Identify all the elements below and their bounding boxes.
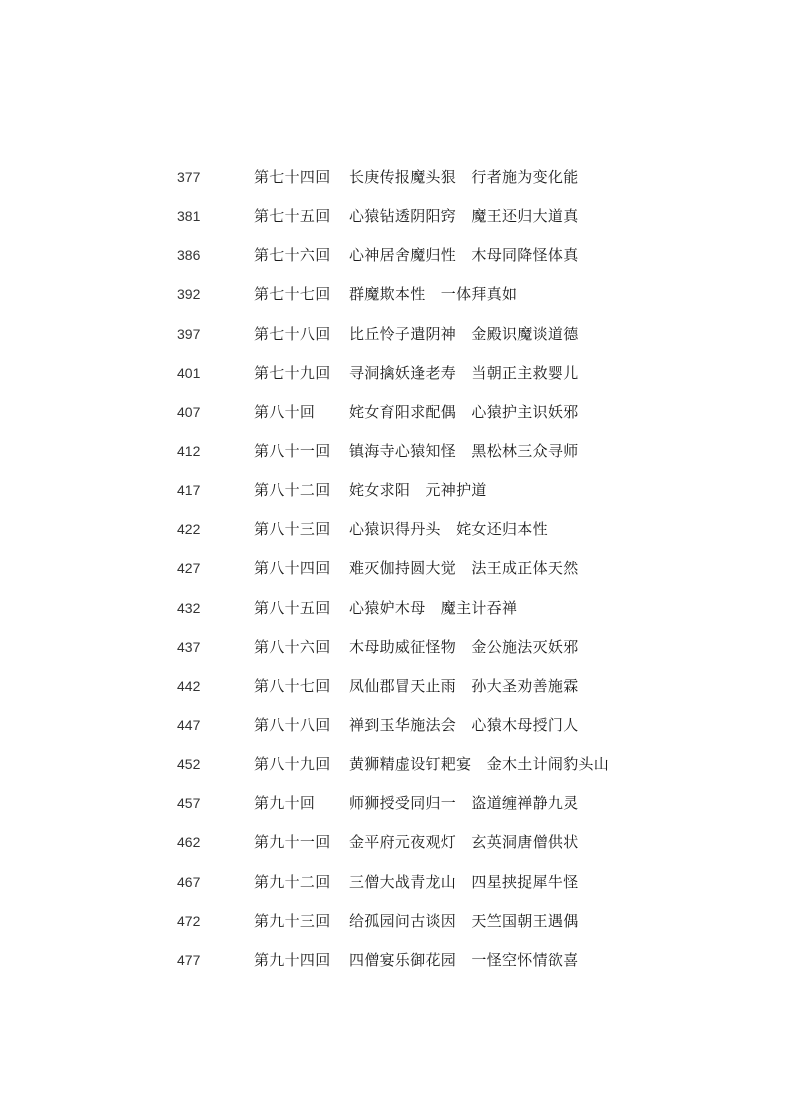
page-number: 412 [177,442,201,459]
toc-entry [0,706,790,745]
toc-entry [0,354,790,393]
toc-entry [0,589,790,628]
chapter-number: 第九十四回 [254,950,331,969]
chapter-number: 第八十四回 [254,559,331,578]
page-number: 397 [177,325,201,342]
toc-entry [0,549,790,588]
page-number: 427 [177,560,201,577]
toc-entry [0,902,790,941]
page-number: 381 [177,208,201,225]
page-number: 467 [177,873,201,890]
chapter-number: 第八十二回 [254,481,331,500]
chapter-number: 第七十八回 [254,324,331,343]
page-number: 422 [177,521,201,538]
toc-entry [0,863,790,902]
chapter-number: 第七十四回 [254,168,331,186]
chapter-title: 给孤园问古谈因 天竺国朝王遇偶 [349,911,579,930]
toc-entry [0,510,790,549]
page-number: 401 [177,364,201,381]
chapter-title: 心神居舍魔归性 木母同降怪体真 [349,246,579,265]
chapter-title: 禅到玉华施法会 心猿木母授门人 [349,715,579,734]
toc-entry [0,158,790,197]
chapter-title: 难灭伽持圆大觉 法王成正体天然 [349,559,579,578]
chapter-number: 第八十七回 [254,676,331,695]
toc-entry [0,275,790,314]
toc-entry [0,784,790,823]
toc-entry [0,315,790,354]
chapter-title: 姹女育阳求配偶 心猿护主识妖邪 [349,402,579,421]
toc-entry [0,197,790,236]
chapter-title: 心猿妒木母 魔主计吞禅 [349,598,518,617]
chapter-number: 第八十三回 [254,520,331,539]
chapter-number: 第八十回 [254,402,316,421]
toc-entry [0,941,790,980]
page-number: 457 [177,795,201,812]
toc-entry [0,745,790,784]
chapter-number: 第七十九回 [254,363,331,382]
page-number: 442 [177,677,201,694]
page-number: 386 [177,247,201,264]
chapter-number: 第七十五回 [254,207,331,226]
chapter-number: 第八十六回 [254,637,331,656]
page-number: 452 [177,756,201,773]
chapter-number: 第九十回 [254,794,316,813]
chapter-number: 第七十六回 [254,246,331,265]
page-number: 462 [177,834,201,851]
chapter-number: 第八十九回 [254,755,331,774]
chapter-title: 黄狮精虚设钉耙宴 金木土计闹豹头山 [349,755,610,774]
chapter-number: 第八十一回 [254,441,331,460]
toc-entry [0,236,790,275]
chapter-title: 木母助威征怪物 金公施法灭妖邪 [349,637,579,656]
chapter-title: 四僧宴乐御花园 一怪空怀情欲喜 [349,950,579,969]
chapter-title: 心猿识得丹头 姹女还归本性 [349,520,548,539]
page-number: 377 [177,169,201,185]
toc-entry [0,823,790,862]
toc-entry [0,393,790,432]
toc-entry [0,471,790,510]
page-number: 477 [177,951,201,968]
table-of-contents [0,158,790,980]
chapter-title: 姹女求阳 元神护道 [349,481,487,500]
toc-entry [0,628,790,667]
page-number: 447 [177,716,201,733]
page-number: 407 [177,403,201,420]
chapter-number: 第八十八回 [254,715,331,734]
chapter-title: 镇海寺心猿知怪 黑松林三众寻师 [349,441,579,460]
chapter-title: 心猿钻透阴阳窍 魔王还归大道真 [349,207,579,226]
chapter-number: 第九十一回 [254,833,331,852]
chapter-title: 三僧大战青龙山 四星挟捉犀牛怪 [349,872,579,891]
chapter-number: 第九十二回 [254,872,331,891]
page-number: 432 [177,599,201,616]
page-number: 392 [177,286,201,303]
chapter-title: 金平府元夜观灯 玄英洞唐僧供状 [349,833,579,852]
page-number: 472 [177,912,201,929]
chapter-title: 寻洞擒妖逢老寿 当朝正主救婴儿 [349,363,579,382]
chapter-number: 第九十三回 [254,911,331,930]
chapter-title: 比丘怜子遣阴神 金殿识魔谈道德 [349,324,579,343]
chapter-number: 第七十七回 [254,285,331,304]
toc-entry [0,667,790,706]
chapter-title: 凤仙郡冒天止雨 孙大圣劝善施霖 [349,676,579,695]
toc-entry [0,432,790,471]
page-number: 417 [177,482,201,499]
page-number: 437 [177,638,201,655]
chapter-title: 师狮授受同归一 盗道缠禅静九灵 [349,794,579,813]
chapter-title: 长庚传报魔头狠 行者施为变化能 [349,168,579,186]
chapter-title: 群魔欺本性 一体拜真如 [349,285,518,304]
chapter-number: 第八十五回 [254,598,331,617]
